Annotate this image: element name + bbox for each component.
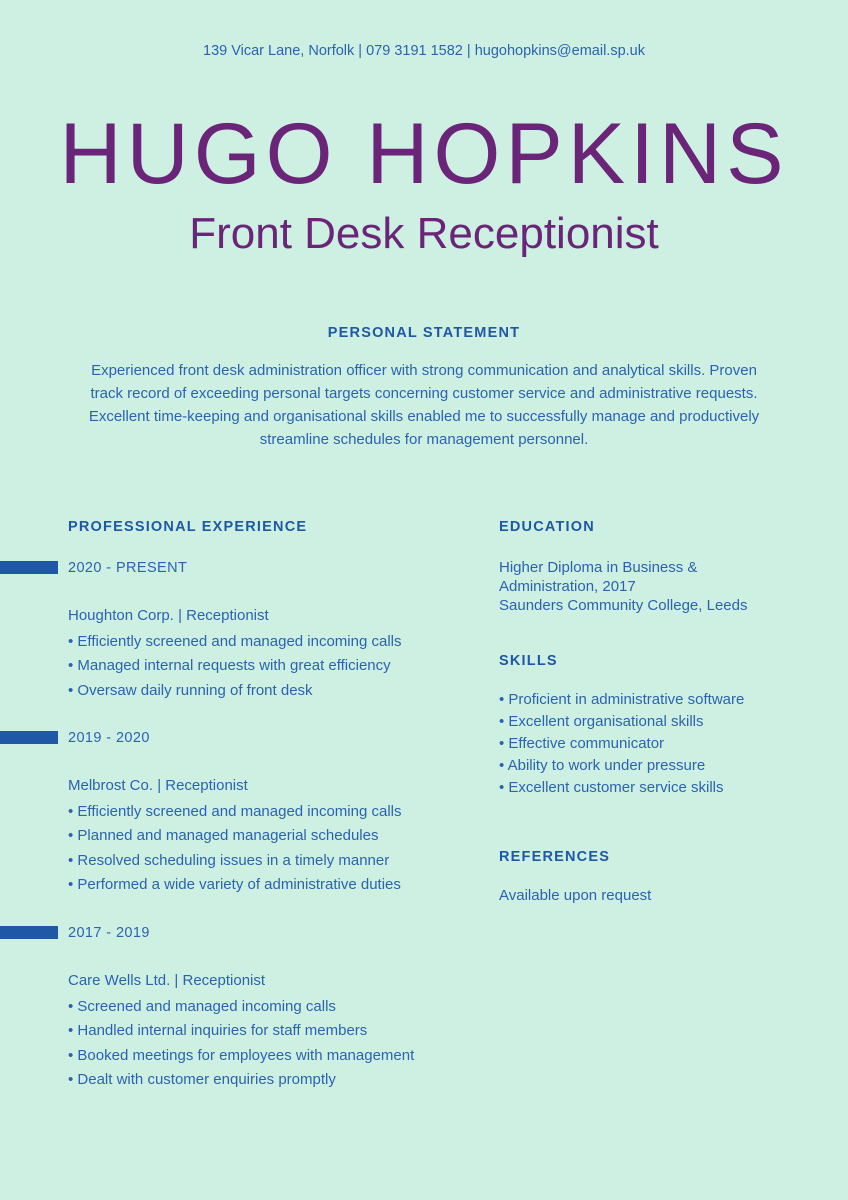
experience-heading: PROFESSIONAL EXPERIENCE xyxy=(68,519,308,535)
list-item: • Dealt with customer enquiries promptly xyxy=(68,1070,336,1088)
job-dates: 2017 - 2019 xyxy=(68,925,150,941)
job-company: Houghton Corp. | Receptionist xyxy=(68,607,269,624)
list-item: • Screened and managed incoming calls xyxy=(68,998,336,1015)
list-item: • Oversaw daily running of front desk xyxy=(68,681,313,699)
list-item: • Excellent customer service skills xyxy=(499,779,724,796)
education-institution: Saunders Community College, Leeds xyxy=(499,597,748,614)
education-heading: EDUCATION xyxy=(499,519,595,535)
timeline-marker xyxy=(0,731,58,744)
list-item: • Planned and managed managerial schedules xyxy=(68,827,379,845)
candidate-name: HUGO HOPKINS xyxy=(59,106,789,202)
skills-heading: SKILLS xyxy=(499,653,558,669)
list-item: • Managed internal requests with great efficiency xyxy=(68,657,391,675)
references-text: Available upon request xyxy=(499,887,652,904)
list-item: • Proficient in administrative software xyxy=(499,691,745,708)
job-dates: 2019 - 2020 xyxy=(68,730,150,746)
timeline-marker xyxy=(0,561,58,574)
education-degree: Higher Diploma in Business & xyxy=(499,559,698,576)
job-entry xyxy=(68,558,468,703)
job-dates: 2020 - PRESENT xyxy=(68,560,188,576)
job-bullets xyxy=(68,630,468,703)
education-degree-year: Administration, 2017 xyxy=(499,578,636,595)
job-entry xyxy=(68,923,468,1092)
education-block xyxy=(499,558,819,615)
job-bullets xyxy=(68,995,468,1092)
job-company: Care Wells Ltd. | Receptionist xyxy=(68,972,266,989)
job-bullets xyxy=(68,800,468,897)
list-item: • Efficiently screened and managed incoming calls xyxy=(68,803,402,820)
list-item: • Excellent organisational skills xyxy=(499,713,704,730)
list-item: • Ability to work under pressure xyxy=(499,757,706,774)
personal-statement-heading: PERSONAL STATEMENT xyxy=(327,325,521,341)
list-item: • Booked meetings for employees with management xyxy=(68,1046,415,1064)
list-item: • Resolved scheduling issues in a timely manner xyxy=(68,851,390,869)
timeline-marker xyxy=(0,926,58,939)
job-title: Front Desk Receptionist xyxy=(189,209,659,258)
skills-list xyxy=(499,689,819,799)
job-entry xyxy=(68,728,468,897)
contact-line: 139 Vicar Lane, Norfolk | 079 3191 1582 | hugohopkins@email.sp.uk xyxy=(203,43,645,59)
list-item: • Efficiently screened and managed incoming calls xyxy=(68,633,402,650)
list-item: • Handled internal inquiries for staff members xyxy=(68,1022,368,1040)
references-heading: REFERENCES xyxy=(499,849,611,865)
list-item: • Performed a wide variety of administrative duties xyxy=(68,875,401,893)
job-company: Melbrost Co. | Receptionist xyxy=(68,777,248,794)
personal-statement-text: Experienced front desk administration officer with strong communication and analytical skills. Proven track record of exceeding personal targets concerning customer service and administrative requests. Excellent time-keeping and organisational skills enabled me to successfully manage and productively streamline schedules for management personnel. xyxy=(88,362,760,448)
list-item: • Effective communicator xyxy=(499,735,665,752)
